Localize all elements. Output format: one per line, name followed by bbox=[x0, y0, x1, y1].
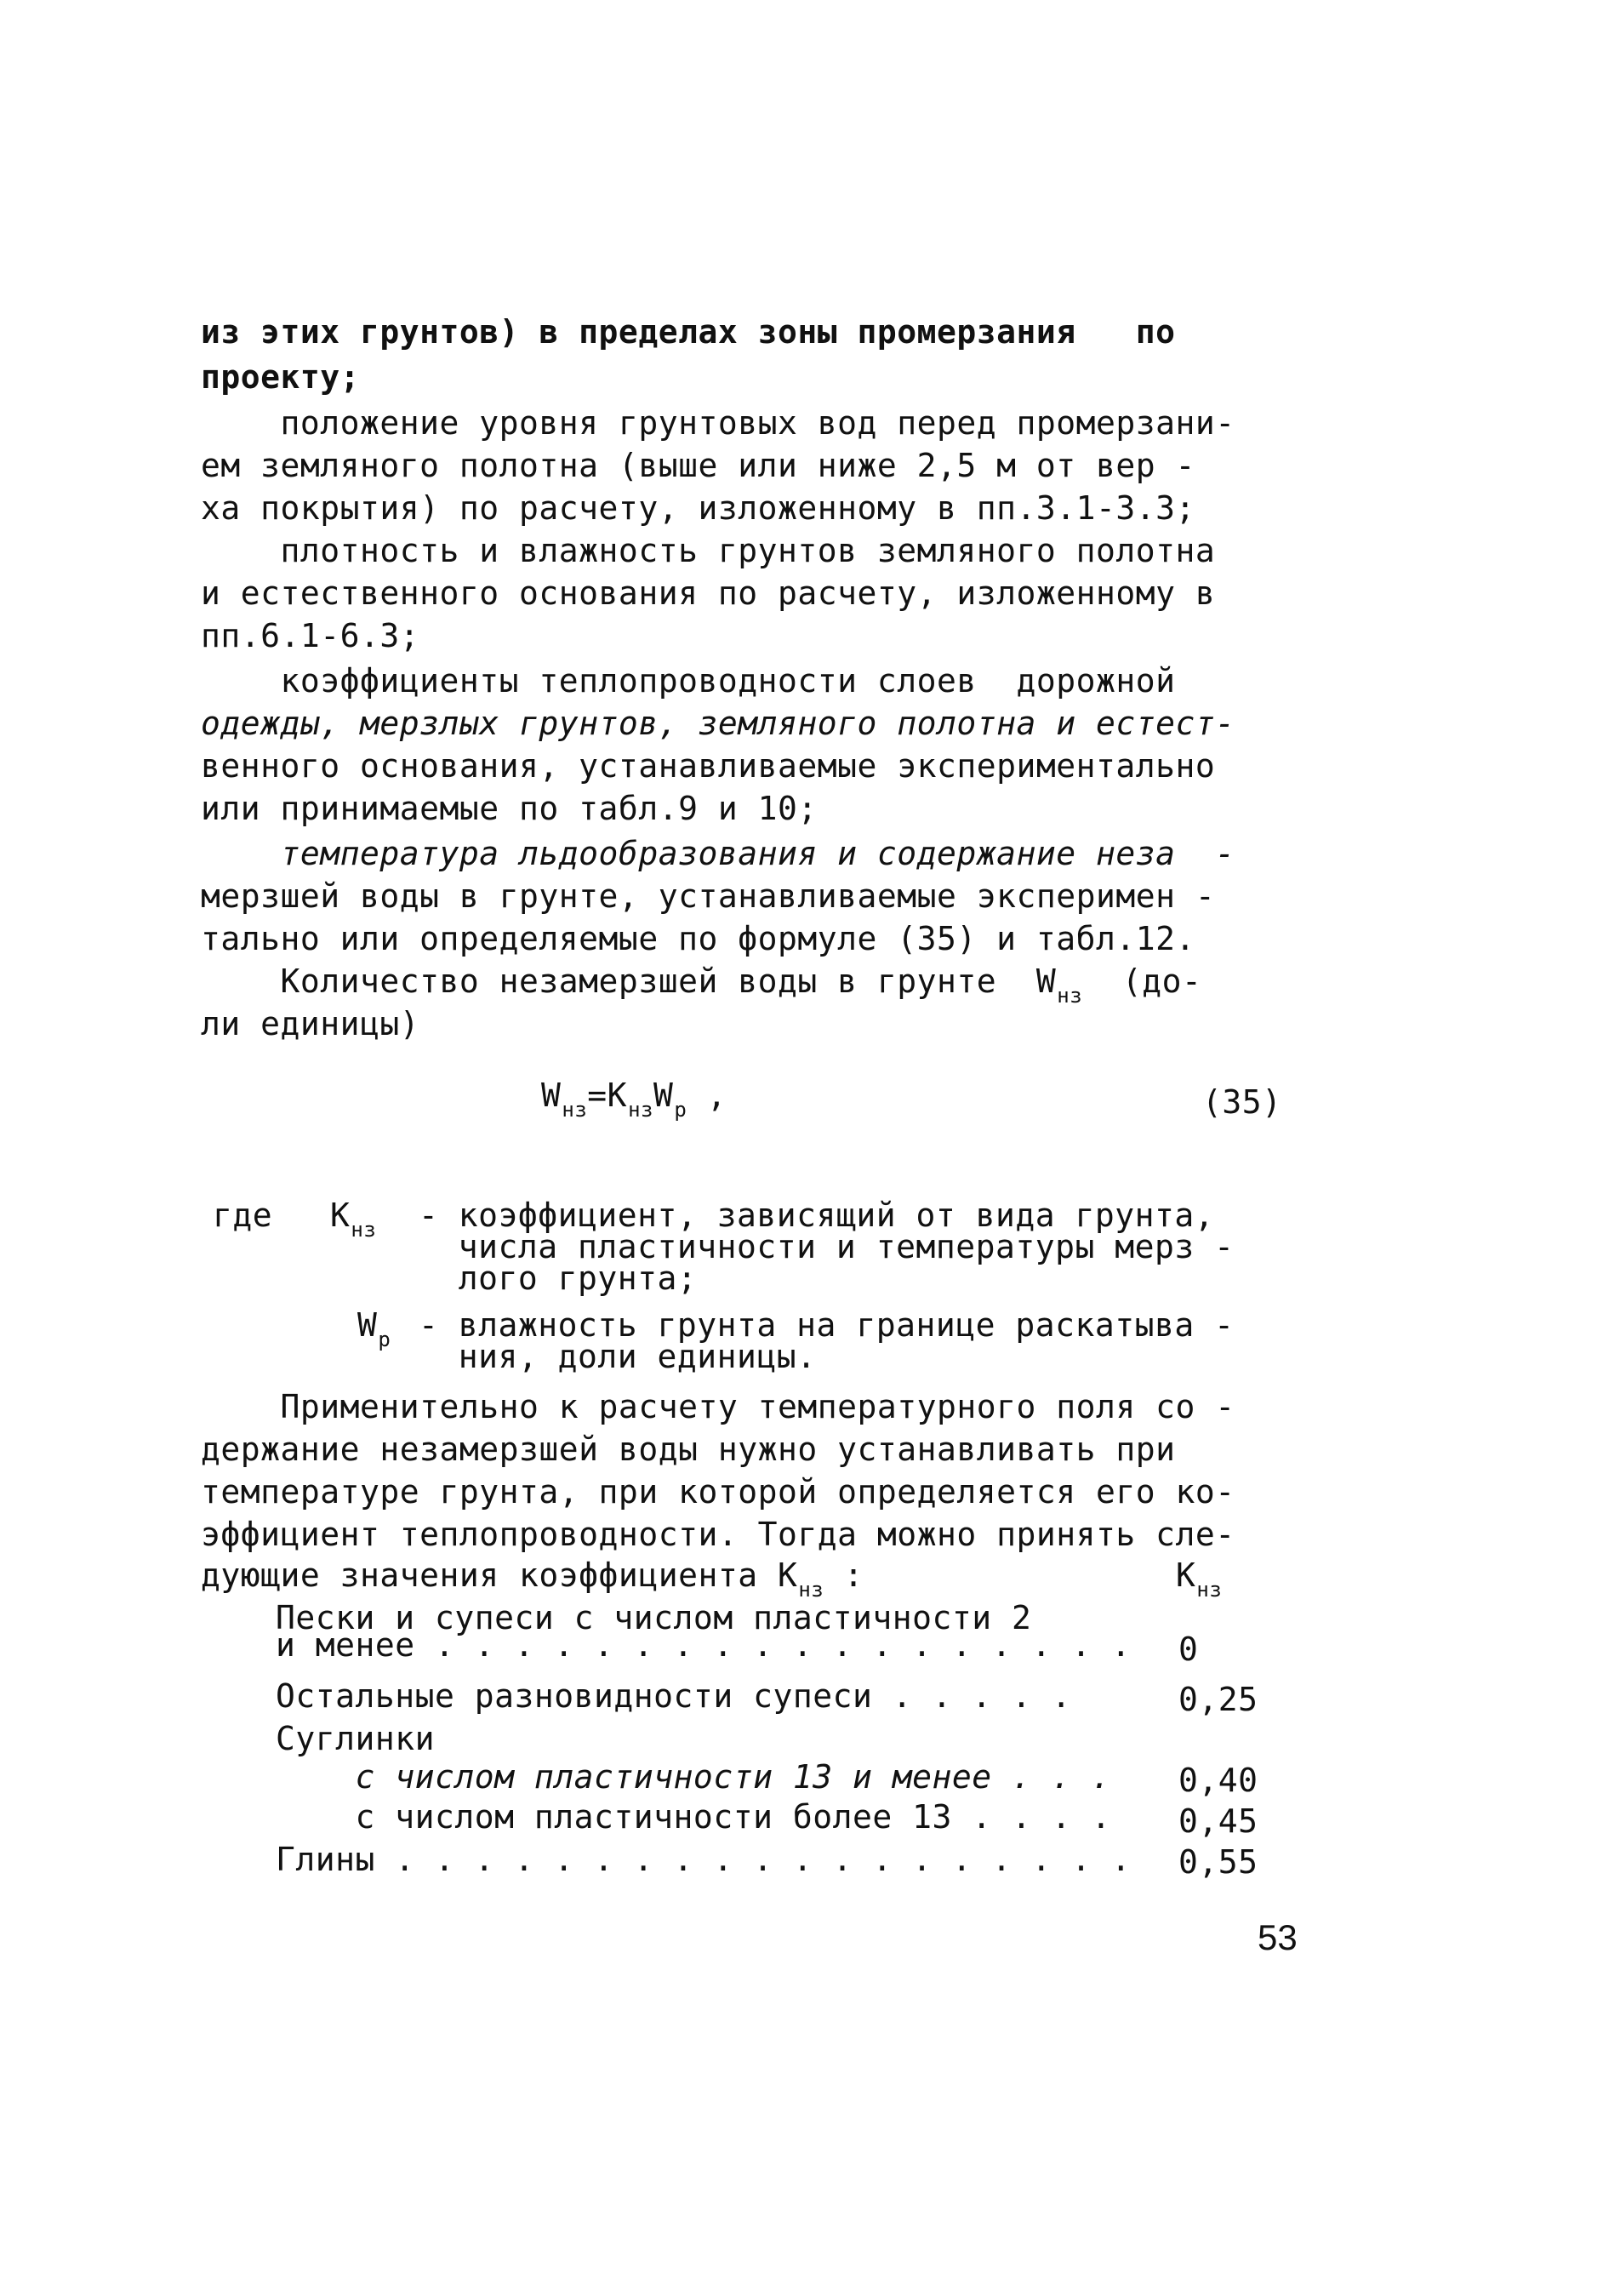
text-line-16-tail: (до- bbox=[1082, 962, 1202, 1000]
where-w-symbol bbox=[357, 1304, 391, 1351]
text-line-12: или принимаемые по табл.9 и 10; bbox=[201, 790, 818, 827]
para2-line-2: держание незамерзшей воды нужно устанавливать при bbox=[201, 1431, 1176, 1468]
formula-35 bbox=[541, 1074, 727, 1121]
para2-line-1: Применительно к расчету температурного поля со - bbox=[201, 1388, 1235, 1425]
table-row-3-value: 0,25 bbox=[1178, 1681, 1258, 1718]
table-row-3-label: Остальные разновидности супеси . . . . . bbox=[276, 1677, 1072, 1715]
table-header-k: K bbox=[1176, 1556, 1196, 1594]
table-row-5-label: с числом пластичности 13 и менее . . . bbox=[276, 1758, 1111, 1796]
formula-w-sub: нз bbox=[562, 1098, 588, 1122]
table-header-sub: нз bbox=[1196, 1578, 1223, 1602]
where-k-symbol bbox=[330, 1194, 376, 1241]
where-w-desc-2: ния, доли единицы. bbox=[419, 1338, 817, 1375]
formula-wp-sub: р bbox=[674, 1098, 687, 1122]
formula-comma: , bbox=[687, 1077, 727, 1114]
para2-k-sub: нз bbox=[798, 1578, 824, 1602]
table-header bbox=[1176, 1554, 1222, 1601]
para2-line-5-main: дующие значения коэффициента K bbox=[201, 1556, 798, 1594]
table-row-5-value: 0,40 bbox=[1178, 1762, 1258, 1799]
para2-line-5 bbox=[201, 1554, 864, 1601]
text-line-1: из этих грунтов) в пределах зоны промерзания по bbox=[201, 313, 1176, 351]
text-line-5: ха покрытия) по расчету, изложенному в пп.3.1-3.3; bbox=[201, 489, 1195, 527]
where-k: K bbox=[330, 1197, 351, 1234]
text-line-13: температура льдообразования и содержание неза - bbox=[201, 835, 1235, 872]
text-line-17: ли единицы) bbox=[201, 1005, 420, 1042]
page-number: 53 bbox=[1258, 1917, 1298, 1957]
para2-line-5-tail: : bbox=[824, 1556, 864, 1594]
formula-eq-k: =K bbox=[587, 1077, 628, 1114]
where-w-desc-1: - влажность грунта на границе раскатыва - bbox=[419, 1306, 1235, 1344]
where-label: где bbox=[213, 1197, 273, 1234]
text-line-2: проекту; bbox=[201, 358, 361, 396]
formula-number: (35) bbox=[1202, 1083, 1282, 1121]
text-line-6: плотность и влажность грунтов земляного полотна bbox=[201, 532, 1216, 569]
where-k-desc-1: - коэффициент, зависящий от вида грунта, bbox=[419, 1197, 1215, 1234]
table-row-1-label: Пески и супеси с числом пластичности 2 bbox=[276, 1599, 1032, 1636]
text-line-9: коэффициенты теплопроводности слоев дорожной bbox=[201, 662, 1176, 700]
formula-k-sub: нз bbox=[628, 1098, 653, 1122]
text-line-16-main: Количество незамерзшей воды в грунте W bbox=[201, 962, 1057, 1000]
table-row-6-label: с числом пластичности более 13 . . . . bbox=[276, 1798, 1111, 1836]
text-line-8: пп.6.1-6.3; bbox=[201, 617, 420, 654]
table-row-4-label: Суглинки bbox=[276, 1720, 436, 1757]
where-w: W bbox=[357, 1306, 378, 1344]
table-row-7-label: Глины . . . . . . . . . . . . . . . . . . . bbox=[276, 1841, 1132, 1878]
text-line-15: тально или определяемые по формуле (35) и табл.12. bbox=[201, 920, 1195, 957]
where-k-desc-2: числа пластичности и температуры мерз - bbox=[419, 1228, 1235, 1265]
table-row-2-value: 0 bbox=[1178, 1631, 1199, 1668]
text-line-7: и естественного основания по расчету, изложенному в bbox=[201, 574, 1216, 612]
formula-w: W bbox=[541, 1077, 562, 1114]
text-line-14: мерзшей воды в грунте, устанавливаемые эксперимен - bbox=[201, 877, 1216, 915]
table-row-2-label: и менее . . . . . . . . . . . . . . . . . . bbox=[276, 1626, 1132, 1664]
where-k-desc-3: лого грунта; bbox=[419, 1259, 698, 1297]
para2-line-4: эффициент теплопроводности. Тогда можно принять сле- bbox=[201, 1516, 1235, 1553]
formula-wp: W bbox=[653, 1077, 674, 1114]
para2-line-3: температуре грунта, при которой определяется его ко- bbox=[201, 1473, 1235, 1511]
text-line-10: одежды, мерзлых грунтов, земляного полотна и естест- bbox=[201, 705, 1235, 742]
where-k-sub: нз bbox=[351, 1218, 377, 1242]
text-line-16 bbox=[201, 960, 1201, 1007]
text-line-4: ем земляного полотна (выше или ниже 2,5 м от вер - bbox=[201, 447, 1195, 484]
text-line-11: венного основания, устанавливаемые экспериментально bbox=[201, 747, 1216, 785]
table-row-6-value: 0,45 bbox=[1178, 1802, 1258, 1840]
wnz-subscript: нз bbox=[1057, 984, 1083, 1008]
where-w-sub: р bbox=[378, 1328, 391, 1351]
text-line-3: положение уровня грунтовых вод перед промерзани- bbox=[201, 404, 1235, 442]
table-row-7-value: 0,55 bbox=[1178, 1843, 1258, 1881]
